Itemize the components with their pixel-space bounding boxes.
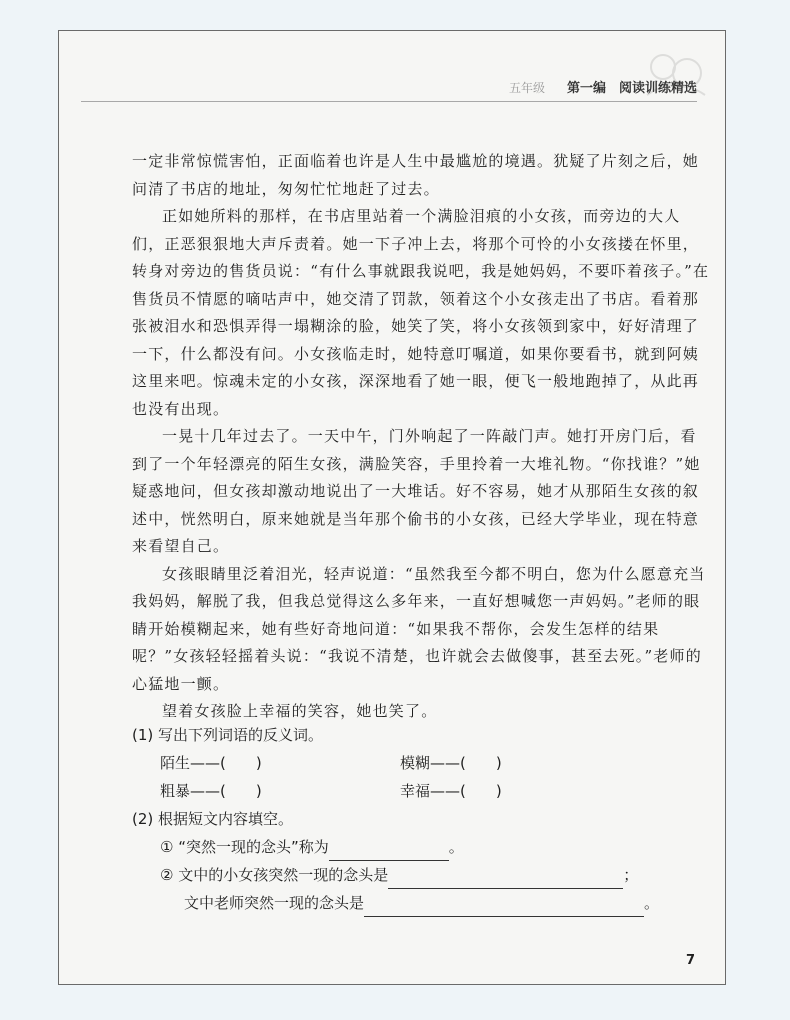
section-title: 第一编 阅读训练精选 [566, 81, 697, 96]
fill-row-a [132, 833, 712, 861]
question-2-title [132, 805, 712, 833]
fill-prompt-c: 文中老师突然一现的念头是 [184, 894, 365, 912]
antonym-row-1 [132, 749, 712, 777]
antonym-row-2 [132, 777, 712, 805]
paragraph-1: 一定非常惊慌害怕，正面临着也许是人生中最尴尬的境遇。犹疑了片刻之后，她问清了书店的地址，匆匆忙忙地赶了过去。 [132, 152, 700, 198]
book-page [58, 30, 726, 985]
paragraph-2: 正如她所料的那样，在书店里站着一个满脸泪痕的小女孩，而旁边的大人们，正恶狠狠地大声斥责着。她一下子冲上去，将那个可怜的小女孩搂在怀里，转身对旁边的售货员说：“有什么事就跟我说吧，我是她妈妈，不要吓着孩子。”在售货员不情愿的嘀咕声中，她交清了罚款，领着这个小女孩走出了书店。看着那张被泪水和恐惧弄得一塌糊涂的脸，她笑了笑，将小女孩领到家中，好好清理了一下，什么都没有问。小女孩临走时，她特意叮嘱道，如果你要看书，就到阿姨这里来吧。惊魂未定的小女孩，深深地看了她一眼，便飞一般地跑掉了，从此再也没有出现。 [132, 207, 710, 418]
antonym-item: 模糊——( ) [400, 754, 502, 772]
fill-prompt-b: ② 文中的小女孩突然一现的念头是 [160, 866, 389, 884]
paragraph-3: 一晃十几年过去了。一天中午，门外响起了一阵敲门声。她打开房门后，看到了一个年轻漂亮的陌生女孩，满脸笑容，手里拎着一大堆礼物。“你找谁？”她疑惑地问，但女孩却激动地说出了一大堆话。好不容易，她才从那陌生女孩的叙述中，恍然明白，原来她就是当年那个偷书的小女孩，已经大学毕业，现在特意来看望自己。 [132, 427, 701, 555]
running-header [81, 75, 697, 102]
fill-row-c [132, 889, 712, 917]
fill-end-a: 。 [448, 838, 464, 856]
fill-row-b [132, 861, 712, 889]
paragraph-5: 望着女孩脸上幸福的笑容，她也笑了。 [162, 702, 438, 720]
fill-end-b: ； [623, 866, 639, 884]
question-1-text: (1) 写出下列词语的反义词。 [132, 726, 324, 744]
page-number: 7 [685, 953, 695, 968]
paragraph-4: 女孩眼睛里泛着泪光，轻声说道：“虽然我至今都不明白，您为什么愿意充当我妈妈，解脱了我，但我总觉得这么多年来，一直好想喊您一声妈妈。”老师的眼睛开始模糊起来，她有些好奇地问道：“如果我不帮你，会发生怎样的结果呢？”女孩轻轻摇着头说：“我说不清楚，也许就会去做傻事，甚至去死。”老师的心猛地一颤。 [132, 564, 706, 693]
antonym-item: 陌生——( ) [160, 754, 262, 772]
answer-blank[interactable] [364, 898, 644, 917]
question-2-text: (2) 根据短文内容填空。 [132, 810, 294, 828]
antonym-item: 幸福——( ) [400, 782, 502, 800]
fill-end-c: 。 [644, 894, 660, 912]
question-1-title [132, 721, 712, 749]
story-text [132, 148, 712, 726]
exercise-section [132, 721, 712, 917]
grade-label: 五年级 [508, 81, 545, 95]
antonym-item: 粗暴——( ) [160, 782, 262, 800]
fill-prompt-a: ① “突然一现的念头”称为 [160, 838, 329, 856]
answer-blank[interactable] [329, 842, 449, 861]
answer-blank[interactable] [388, 870, 623, 889]
